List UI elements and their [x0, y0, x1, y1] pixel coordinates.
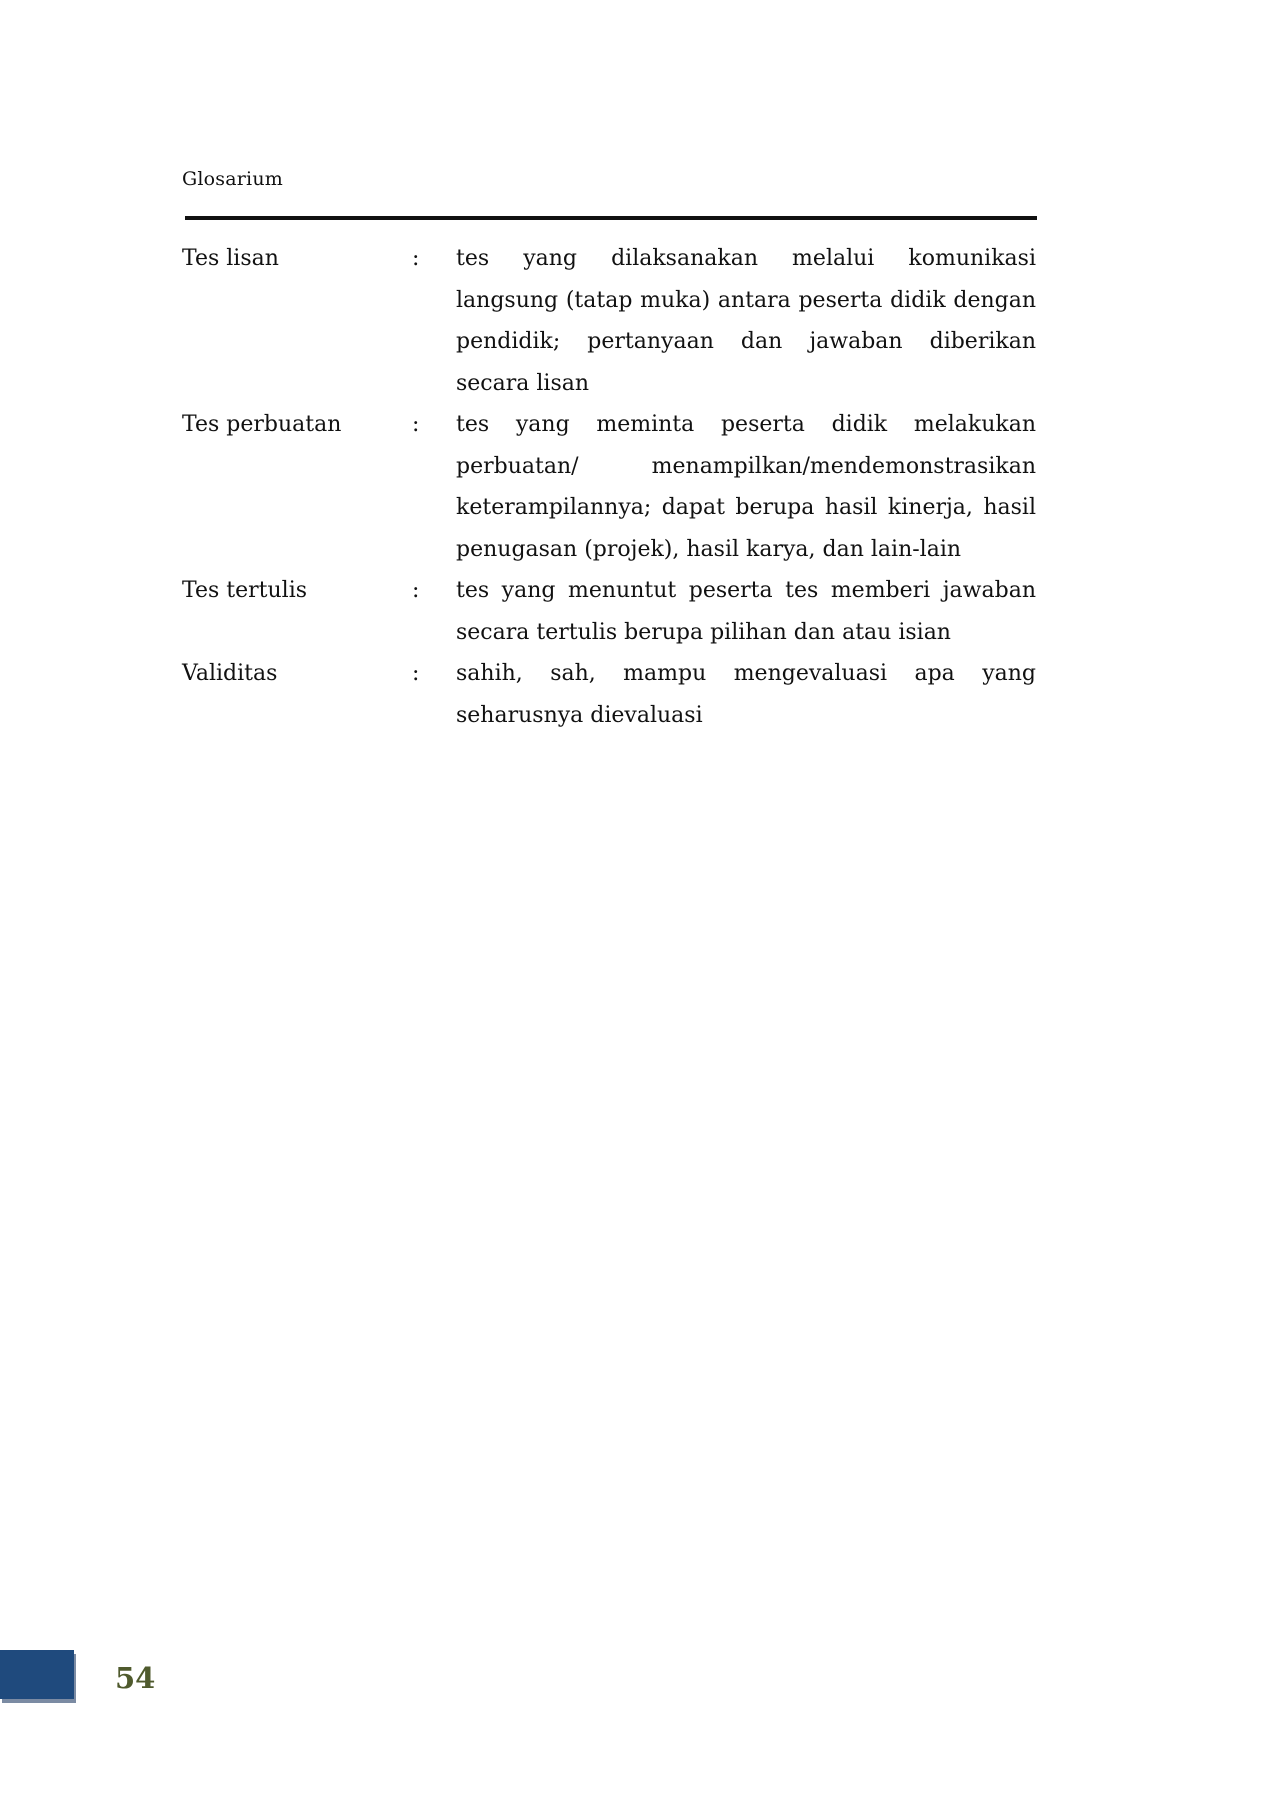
term-separator: :: [412, 661, 420, 686]
glossary-term: Validitas: [182, 661, 278, 686]
glossary-term: Tes lisan: [182, 246, 279, 271]
glossary-entry: [182, 404, 1036, 570]
header-divider: [185, 216, 1037, 220]
glossary-definition: tes yang menuntut peserta tes memberi jawaban secara tertulis berupa pilihan dan atau isian: [456, 578, 1036, 645]
glossary-entry: [182, 570, 1036, 653]
term-separator: :: [412, 412, 420, 437]
glossary-entry: [182, 238, 1036, 404]
glossary-definition: sahih, sah, mampu mengevaluasi apa yang seharusnya dievaluasi: [456, 661, 1036, 728]
glossary-term: Tes perbuatan: [182, 412, 342, 437]
glossary-entry: [182, 653, 1036, 736]
term-separator: :: [412, 246, 420, 271]
glossary-definition: tes yang meminta peserta didik melakukan perbuatan/ menampilkan/mendemonstrasikan keterampilannya; dapat berupa hasil kinerja, hasil penugasan (projek), hasil karya, dan lain-lain: [456, 412, 1036, 562]
term-separator: :: [412, 578, 420, 603]
glossary-list: [182, 238, 1036, 736]
glossary-definition: tes yang dilaksanakan melalui komunikasi langsung (tatap muka) antara peserta didik dengan pendidik; pertanyaan dan jawaban diberikan secara lisan: [456, 246, 1036, 396]
running-header: Glosarium: [182, 168, 283, 190]
page-number-accent-block: [0, 1650, 74, 1699]
page-number: 54: [115, 1661, 156, 1695]
glossary-term: Tes tertulis: [182, 578, 308, 603]
